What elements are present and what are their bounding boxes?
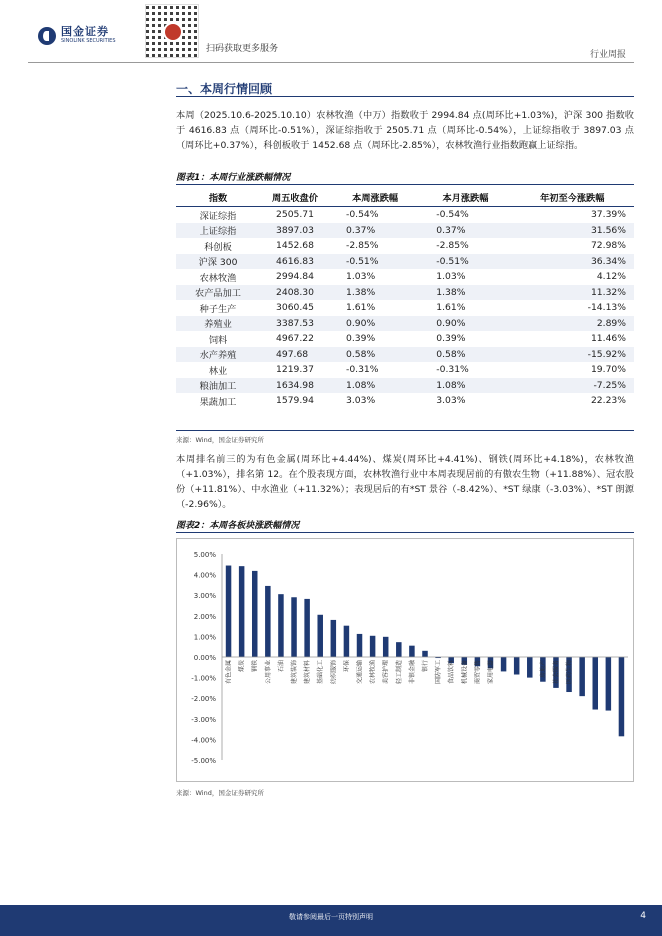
table-cell: -0.54% bbox=[346, 209, 379, 221]
table-row bbox=[176, 207, 634, 223]
table-cell: 3.03% bbox=[436, 395, 466, 407]
paragraph-1: 本周（2025.10.6-2025.10.10）农林牧渔（中万）指数收于 2994.84 点(周环比+1.03%)，沪深 300 指数收于 4616.83 点（周环比-0.51%），深证综指收于 2505.71 点（周环比-0.54%），上证综指收于 3897.03 点（周环比+0.37%），科创板收于 1452.68 点（周环比-2.85%），农林牧渔行业指数跑赢上证综指。 bbox=[176, 110, 634, 151]
y-tick-label: 0.00% bbox=[193, 654, 216, 662]
table-cell: 科创板 bbox=[204, 241, 232, 253]
bar bbox=[239, 566, 245, 657]
bar bbox=[304, 599, 310, 657]
x-tick-label: 轻工制造 bbox=[395, 660, 403, 685]
table-cell: 497.68 bbox=[260, 347, 330, 363]
table-cell: 22.23% bbox=[590, 395, 626, 407]
x-tick-label: 银行 bbox=[422, 660, 429, 673]
bar bbox=[278, 594, 284, 657]
table-cell: 2.89% bbox=[511, 316, 634, 332]
table-cell: 深证综指 bbox=[199, 210, 237, 222]
header-divider bbox=[28, 62, 634, 63]
paragraph-2: 本周排名前三的为有色金属(周环比+4.44%)、煤炭(周环比+4.41%)、钢铁(周环比+4.18%)，农林牧渔（+1.03%），排名第 12。在个股表现方面，农林牧渔行业中本周表现居前的有傲农生物（+11.88%）、冠农股份（+11.81%）、中水渔业（+11.32%）；表现居后的有*ST 景谷（-8.42%）、*ST 绿康（-3.03%）、*ST 朗源（-2.96%）。 bbox=[176, 454, 634, 510]
bar bbox=[317, 615, 323, 657]
table-cell: 0.90% bbox=[330, 316, 420, 332]
x-tick-label: 建筑材料 bbox=[304, 660, 312, 685]
table-cell: 粮油加工 bbox=[176, 378, 260, 394]
table-cell: -7.25% bbox=[511, 378, 634, 394]
table-cell: 0.90% bbox=[420, 316, 510, 332]
logo-en: SINOLINK SECURITIES bbox=[61, 38, 116, 44]
table-header-cell: 本周涨跌幅 bbox=[330, 188, 420, 207]
table-cell: 1452.68 bbox=[276, 240, 314, 252]
table-cell: 上证综指 bbox=[176, 223, 260, 239]
table-row bbox=[176, 393, 634, 409]
table-row bbox=[176, 269, 634, 285]
table-cell: 11.32% bbox=[511, 285, 634, 301]
bar bbox=[331, 620, 337, 657]
table-cell: 37.39% bbox=[590, 209, 626, 221]
section-title: 一、本周行情回顾 bbox=[176, 82, 273, 96]
table-cell: -0.31% bbox=[436, 364, 469, 376]
table-cell: 种子生产 bbox=[199, 303, 237, 315]
bar bbox=[593, 657, 599, 710]
table-cell: 1.61% bbox=[346, 302, 376, 314]
table-cell: -0.51% bbox=[330, 254, 420, 270]
x-tick-label: 房地产 bbox=[539, 660, 547, 679]
table-cell: -0.51% bbox=[420, 254, 510, 270]
bar bbox=[383, 637, 389, 657]
bar bbox=[501, 657, 507, 671]
table-row bbox=[176, 378, 634, 394]
performance-table bbox=[176, 188, 634, 409]
table-cell: 养殖业 bbox=[176, 316, 260, 332]
table-cell: 3897.03 bbox=[260, 223, 330, 239]
x-tick-label: 机械设备 bbox=[461, 660, 469, 685]
table-cell: 19.70% bbox=[590, 364, 626, 376]
table-cell: 1.08% bbox=[420, 378, 510, 394]
table-bottom-divider bbox=[176, 430, 634, 431]
page-number: 4 bbox=[640, 911, 646, 921]
section-tag: 行业周报 bbox=[589, 50, 626, 60]
x-tick-label: 环保 bbox=[343, 660, 351, 673]
figure2-title: 图表2：本周各板块涨跌幅情况 bbox=[176, 521, 300, 531]
y-tick-label: -5.00% bbox=[191, 757, 216, 765]
bar bbox=[291, 597, 297, 657]
logo-icon bbox=[38, 27, 56, 45]
qr-caption: 扫码获取更多服务 bbox=[206, 44, 279, 54]
table-header-row bbox=[176, 188, 634, 207]
table-cell: -2.85% bbox=[436, 240, 469, 252]
table-cell: 1.61% bbox=[436, 302, 466, 314]
table-cell: 1.08% bbox=[330, 378, 420, 394]
y-tick-label: 3.00% bbox=[193, 592, 216, 601]
y-tick-label: -4.00% bbox=[191, 736, 216, 745]
table-cell: -15.92% bbox=[511, 347, 634, 363]
logo-cn: 国金证券 bbox=[61, 25, 109, 38]
y-tick-label: 4.00% bbox=[193, 571, 216, 580]
table-cell: 农产品加工 bbox=[176, 285, 260, 301]
table-cell: 果蔬加工 bbox=[199, 396, 237, 408]
x-tick-label: 交通运输 bbox=[356, 660, 364, 685]
y-tick-label: -1.00% bbox=[191, 674, 216, 683]
table-header-cell: 指数 bbox=[176, 188, 260, 207]
figure1-title-divider bbox=[176, 184, 634, 185]
x-tick-label: 国防军工 bbox=[435, 660, 443, 685]
figure1-title: 图表1：本周行业涨跌幅情况 bbox=[176, 173, 291, 183]
x-tick-label: 钢铁 bbox=[251, 660, 259, 673]
table-cell: 1.38% bbox=[330, 285, 420, 301]
bar bbox=[606, 657, 612, 711]
table-cell: 1.03% bbox=[346, 271, 376, 283]
table-row bbox=[176, 254, 634, 270]
table-cell: 2408.30 bbox=[260, 285, 330, 301]
x-tick-label: 农林牧渔 bbox=[369, 660, 377, 685]
x-tick-label: 公用事业 bbox=[264, 660, 272, 685]
table-row bbox=[176, 238, 634, 254]
x-tick-label: 商贸零售 bbox=[474, 660, 482, 685]
bar bbox=[579, 657, 585, 696]
bar bbox=[396, 642, 402, 657]
table-cell: 4967.22 bbox=[276, 333, 314, 345]
figure1-source: 来源：Wind，国金证券研究所 bbox=[176, 436, 264, 444]
x-tick-label: 基础化工 bbox=[317, 660, 325, 685]
figure2-source: 来源：Wind，国金证券研究所 bbox=[176, 789, 264, 797]
table-cell: 2994.84 bbox=[276, 271, 314, 283]
bar bbox=[409, 646, 415, 657]
figure2-title-divider bbox=[176, 532, 634, 533]
table-cell: 1634.98 bbox=[260, 378, 330, 394]
table-cell: 3.03% bbox=[346, 395, 376, 407]
x-tick-label: 美容护理 bbox=[382, 660, 390, 685]
sector-bar-chart bbox=[176, 538, 634, 782]
x-tick-label: 医药生物 bbox=[566, 660, 574, 685]
table-cell: 31.56% bbox=[511, 223, 634, 239]
table-row bbox=[176, 316, 634, 332]
table-cell: -14.13% bbox=[587, 302, 626, 314]
y-tick-label: 2.00% bbox=[193, 612, 216, 621]
table-row bbox=[176, 285, 634, 301]
bar bbox=[422, 651, 428, 657]
x-tick-label: 家用电器 bbox=[487, 660, 495, 685]
x-tick-label: 食品饮料 bbox=[448, 660, 456, 685]
table-cell: 3387.53 bbox=[260, 316, 330, 332]
footer-disclaimer: 敬请参阅最后一页特别声明 bbox=[289, 913, 373, 921]
table-row bbox=[176, 300, 634, 316]
x-tick-label: 石油 bbox=[277, 660, 285, 673]
table-cell: 4.12% bbox=[596, 271, 626, 283]
x-tick-label: 煤炭 bbox=[238, 660, 246, 673]
table-cell: -0.54% bbox=[436, 209, 469, 221]
table-cell: 0.58% bbox=[330, 347, 420, 363]
table-cell: 1.38% bbox=[420, 285, 510, 301]
x-tick-label: 有色金属 bbox=[225, 660, 233, 685]
sector-chart bbox=[176, 538, 634, 782]
table-row bbox=[176, 362, 634, 378]
table-cell: 0.39% bbox=[436, 333, 466, 345]
table-cell: 1219.37 bbox=[276, 364, 314, 376]
table-cell: 36.34% bbox=[511, 254, 634, 270]
x-tick-label: 非银金融 bbox=[408, 660, 416, 685]
table-row bbox=[176, 223, 634, 239]
y-tick-label: 1.00% bbox=[193, 633, 216, 642]
table-cell: 11.46% bbox=[590, 333, 626, 345]
table-cell: 农林牧渔 bbox=[199, 272, 237, 284]
table-cell: -0.31% bbox=[346, 364, 379, 376]
bar bbox=[357, 634, 363, 657]
y-tick-label: -2.00% bbox=[191, 695, 216, 704]
table-cell: 林业 bbox=[208, 365, 228, 377]
table-cell: 0.58% bbox=[420, 347, 510, 363]
table-cell: 水产养殖 bbox=[176, 347, 260, 363]
x-tick-label: 社会服务 bbox=[552, 660, 560, 685]
bar bbox=[370, 636, 376, 657]
table-cell: 0.39% bbox=[346, 333, 376, 345]
table-cell: 饲料 bbox=[208, 334, 228, 346]
table-header-cell: 年初至今涨跌幅 bbox=[511, 188, 634, 207]
company-logo bbox=[38, 26, 116, 45]
bar bbox=[252, 571, 258, 657]
table-row bbox=[176, 347, 634, 363]
bar bbox=[514, 657, 520, 675]
bar bbox=[344, 626, 350, 657]
table-row bbox=[176, 331, 634, 347]
table-cell: 0.37% bbox=[420, 223, 510, 239]
page-header bbox=[0, 0, 662, 64]
table-cell: 4616.83 bbox=[260, 254, 330, 270]
table-cell: -2.85% bbox=[346, 240, 379, 252]
y-tick-label: -3.00% bbox=[191, 715, 216, 724]
y-tick-label: 5.00% bbox=[193, 551, 216, 559]
chart-frame bbox=[177, 539, 634, 782]
table-cell: 3060.45 bbox=[276, 302, 314, 314]
x-tick-label: 建筑装饰 bbox=[291, 660, 299, 685]
bar bbox=[265, 586, 271, 657]
table-cell: 72.98% bbox=[590, 240, 626, 252]
table-cell: 1.03% bbox=[436, 271, 466, 283]
qr-center-icon bbox=[163, 22, 183, 42]
table-header-cell: 周五收盘价 bbox=[260, 188, 330, 207]
table-header-cell: 本月涨跌幅 bbox=[420, 188, 510, 207]
bar bbox=[619, 657, 625, 736]
bar bbox=[226, 566, 232, 657]
table-cell: 0.37% bbox=[330, 223, 420, 239]
section-title-divider bbox=[176, 96, 634, 97]
x-tick-label: 纺织服饰 bbox=[330, 660, 338, 685]
bar bbox=[527, 657, 533, 678]
table-cell: 1579.94 bbox=[276, 395, 314, 407]
table-cell: 2505.71 bbox=[276, 209, 314, 221]
table-cell: 沪深 300 bbox=[176, 254, 260, 270]
